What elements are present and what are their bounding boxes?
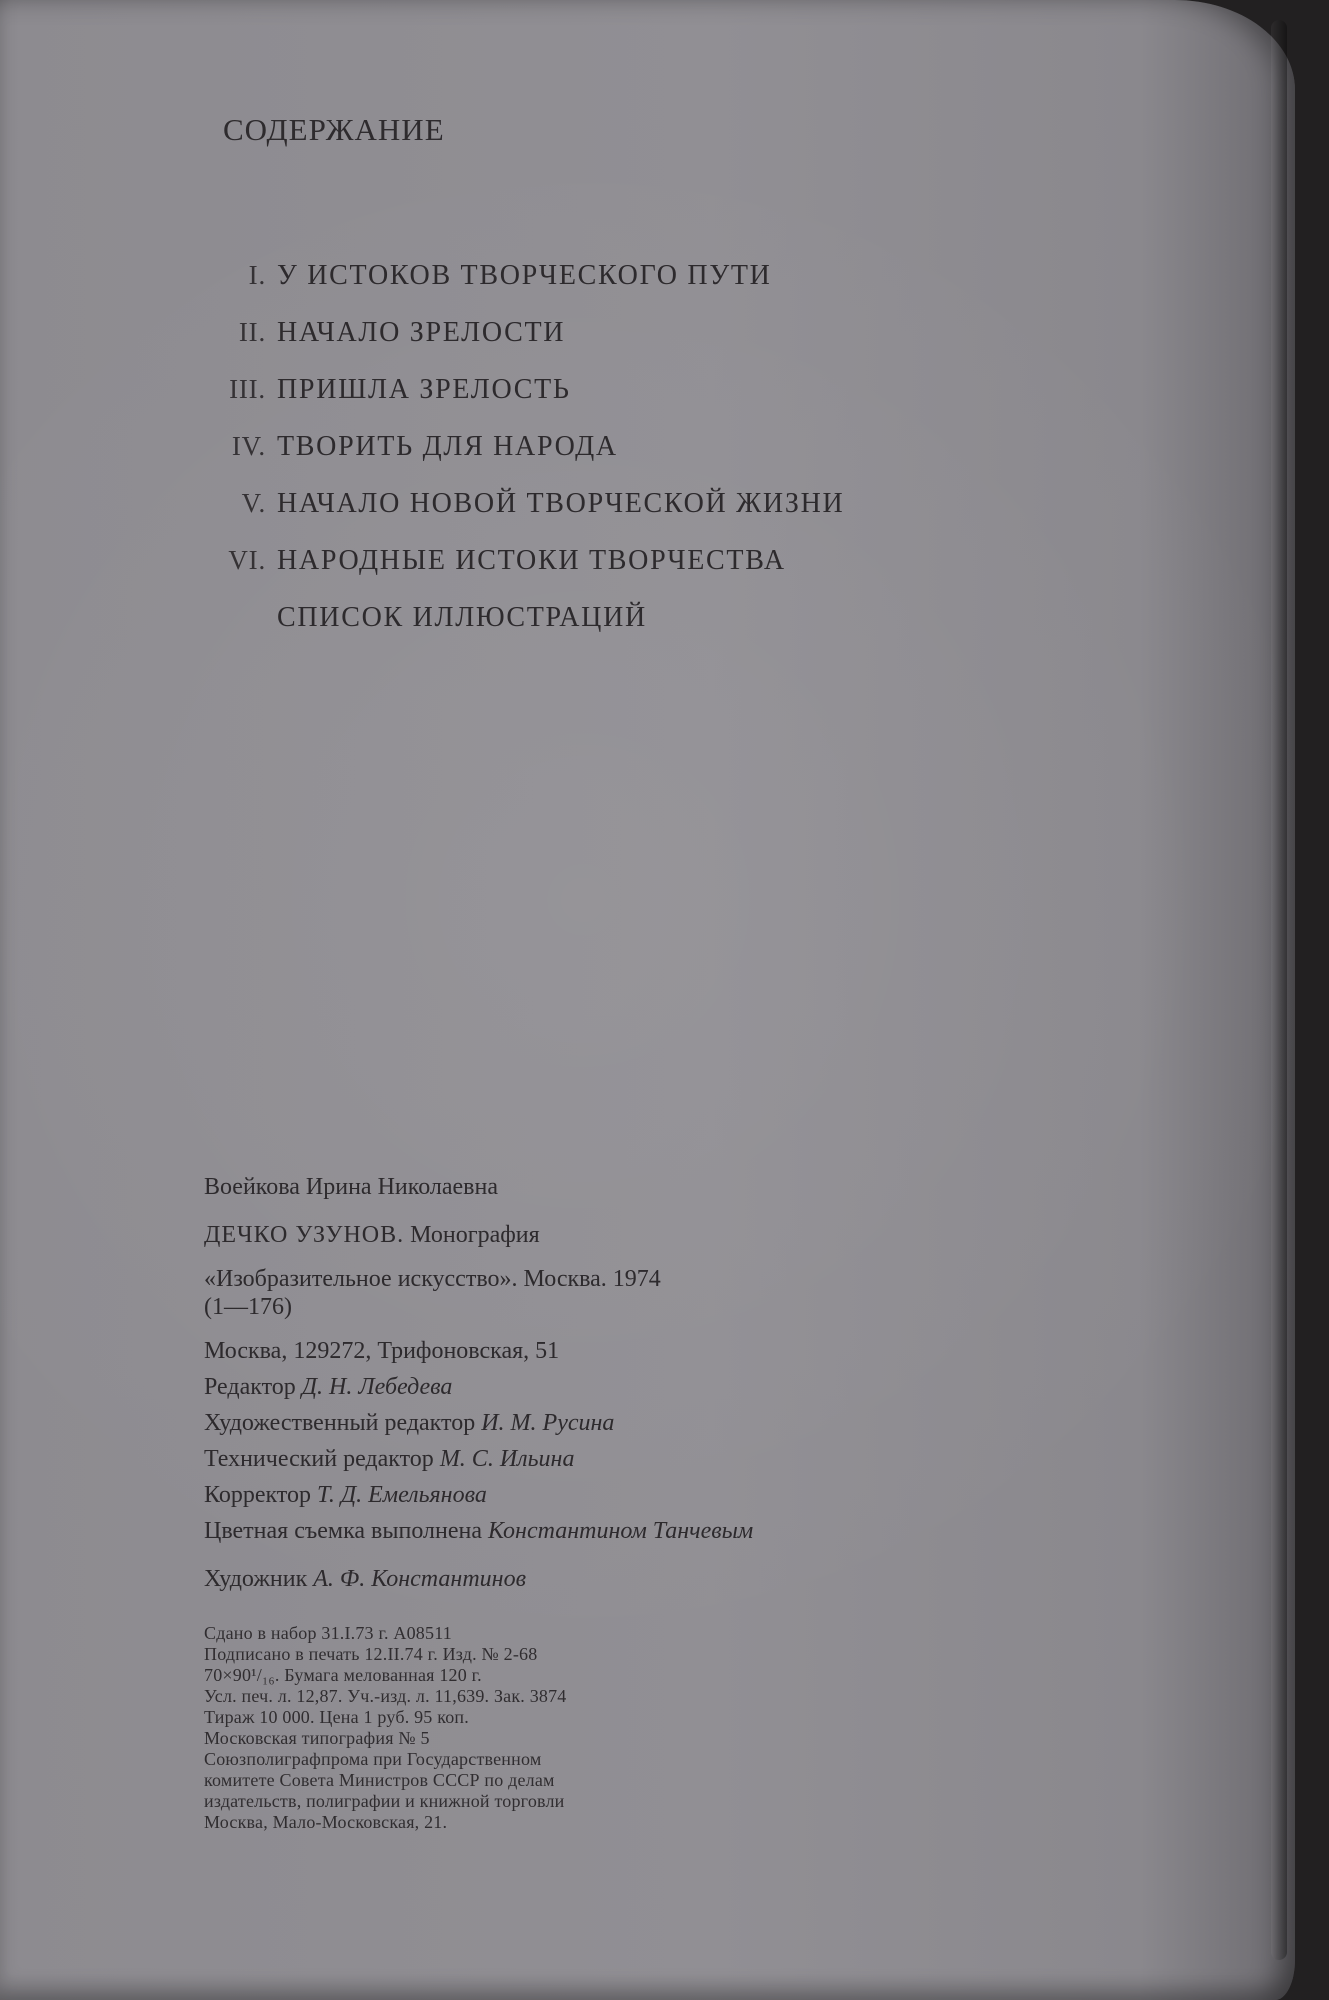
print-data-line: издательств, полиграфии и книжной торговли [204, 1791, 565, 1811]
art-editor-name: И. М. Русина [481, 1410, 615, 1436]
book-title: ДЕЧКО УЗУНОВ. [204, 1222, 405, 1248]
artist-label: Художник [204, 1566, 308, 1592]
table-of-contents-title: СОДЕРЖАНИЕ [223, 112, 445, 147]
tech-editor-name: М. С. Ильина [439, 1446, 575, 1472]
colophon-tech-editor [204, 1441, 964, 1477]
colophon-artist [204, 1561, 964, 1597]
colophon-photography [204, 1513, 964, 1549]
colophon-proofreader [204, 1477, 964, 1513]
proofreader-label: Корректор [204, 1482, 311, 1508]
print-data-line: Московская типография № 5 [204, 1728, 430, 1748]
toc-item [208, 602, 844, 659]
table-of-contents [208, 260, 844, 659]
print-data-line: Тираж 10 000. Цена 1 руб. 95 коп. [204, 1707, 469, 1727]
colophon [204, 1169, 964, 1833]
colophon-author: Воейкова Ирина Николаевна [204, 1174, 498, 1200]
art-editor-label: Художественный редактор [204, 1410, 476, 1436]
print-data [204, 1623, 964, 1833]
toc-item-label: СПИСОК ИЛЛЮСТРАЦИЙ [277, 602, 647, 633]
print-data-line: Усл. печ. л. 12,87. Уч.-изд. л. 11,639. Зак. 3874 [204, 1686, 567, 1706]
toc-item [208, 431, 844, 488]
print-data-line: Подписано в печать 12.II.74 г. Изд. № 2-68 [204, 1644, 538, 1664]
tech-editor-label: Технический редактор [204, 1446, 434, 1472]
toc-item [208, 374, 844, 431]
colophon-code: (1—176) [204, 1294, 292, 1320]
toc-item [208, 260, 844, 317]
proofreader-name: Т. Д. Емельянова [316, 1482, 487, 1508]
colophon-address: Москва, 129272, Трифоновская, 51 [204, 1338, 560, 1364]
colophon-art-editor [204, 1405, 964, 1441]
colophon-editor [204, 1369, 964, 1405]
page-edge-shadow [1271, 20, 1287, 1960]
toc-item-number: VI. [228, 545, 266, 575]
colophon-title-line [204, 1217, 964, 1253]
print-data-line: Сдано в набор 31.I.73 г. А08511 [204, 1623, 452, 1643]
editor-label: Редактор [204, 1374, 296, 1400]
toc-item-number: IV. [231, 431, 266, 461]
toc-item-label: НАРОДНЫЕ ИСТОКИ ТВОРЧЕСТВА [277, 545, 786, 576]
colophon-publisher: «Изобразительное искусство». Москва. 1974 [204, 1266, 661, 1292]
print-data-line: 70×90¹/₁₆. Бумага мелованная 120 г. [204, 1665, 482, 1685]
toc-item-number: V. [241, 488, 266, 518]
artist-name: А. Ф. Константинов [313, 1566, 526, 1592]
photography-label: Цветная съемка выполнена [204, 1518, 483, 1544]
toc-item-label: ПРИШЛА ЗРЕЛОСТЬ [277, 374, 571, 405]
editor-name: Д. Н. Лебедева [301, 1374, 453, 1400]
toc-item-number: III. [229, 374, 266, 404]
toc-item-number: II. [238, 317, 266, 347]
toc-item-label: У ИСТОКОВ ТВОРЧЕСКОГО ПУТИ [277, 260, 772, 291]
print-data-line: Москва, Мало-Московская, 21. [204, 1812, 448, 1832]
toc-item-label: НАЧАЛО НОВОЙ ТВОРЧЕСКОЙ ЖИЗНИ [277, 488, 845, 519]
print-data-line: Союзполиграфпрома при Государственном [204, 1749, 542, 1769]
toc-item-label: ТВОРИТЬ ДЛЯ НАРОДА [277, 431, 618, 462]
photography-name: Константином Танчевым [488, 1518, 754, 1544]
book-type: Монография [410, 1222, 540, 1248]
print-data-line: комитете Совета Министров СССР по делам [204, 1770, 555, 1790]
toc-item-number: I. [248, 260, 266, 290]
toc-item [208, 488, 844, 545]
toc-item [208, 545, 844, 602]
toc-item [208, 317, 844, 374]
toc-item-label: НАЧАЛО ЗРЕЛОСТИ [277, 317, 566, 348]
